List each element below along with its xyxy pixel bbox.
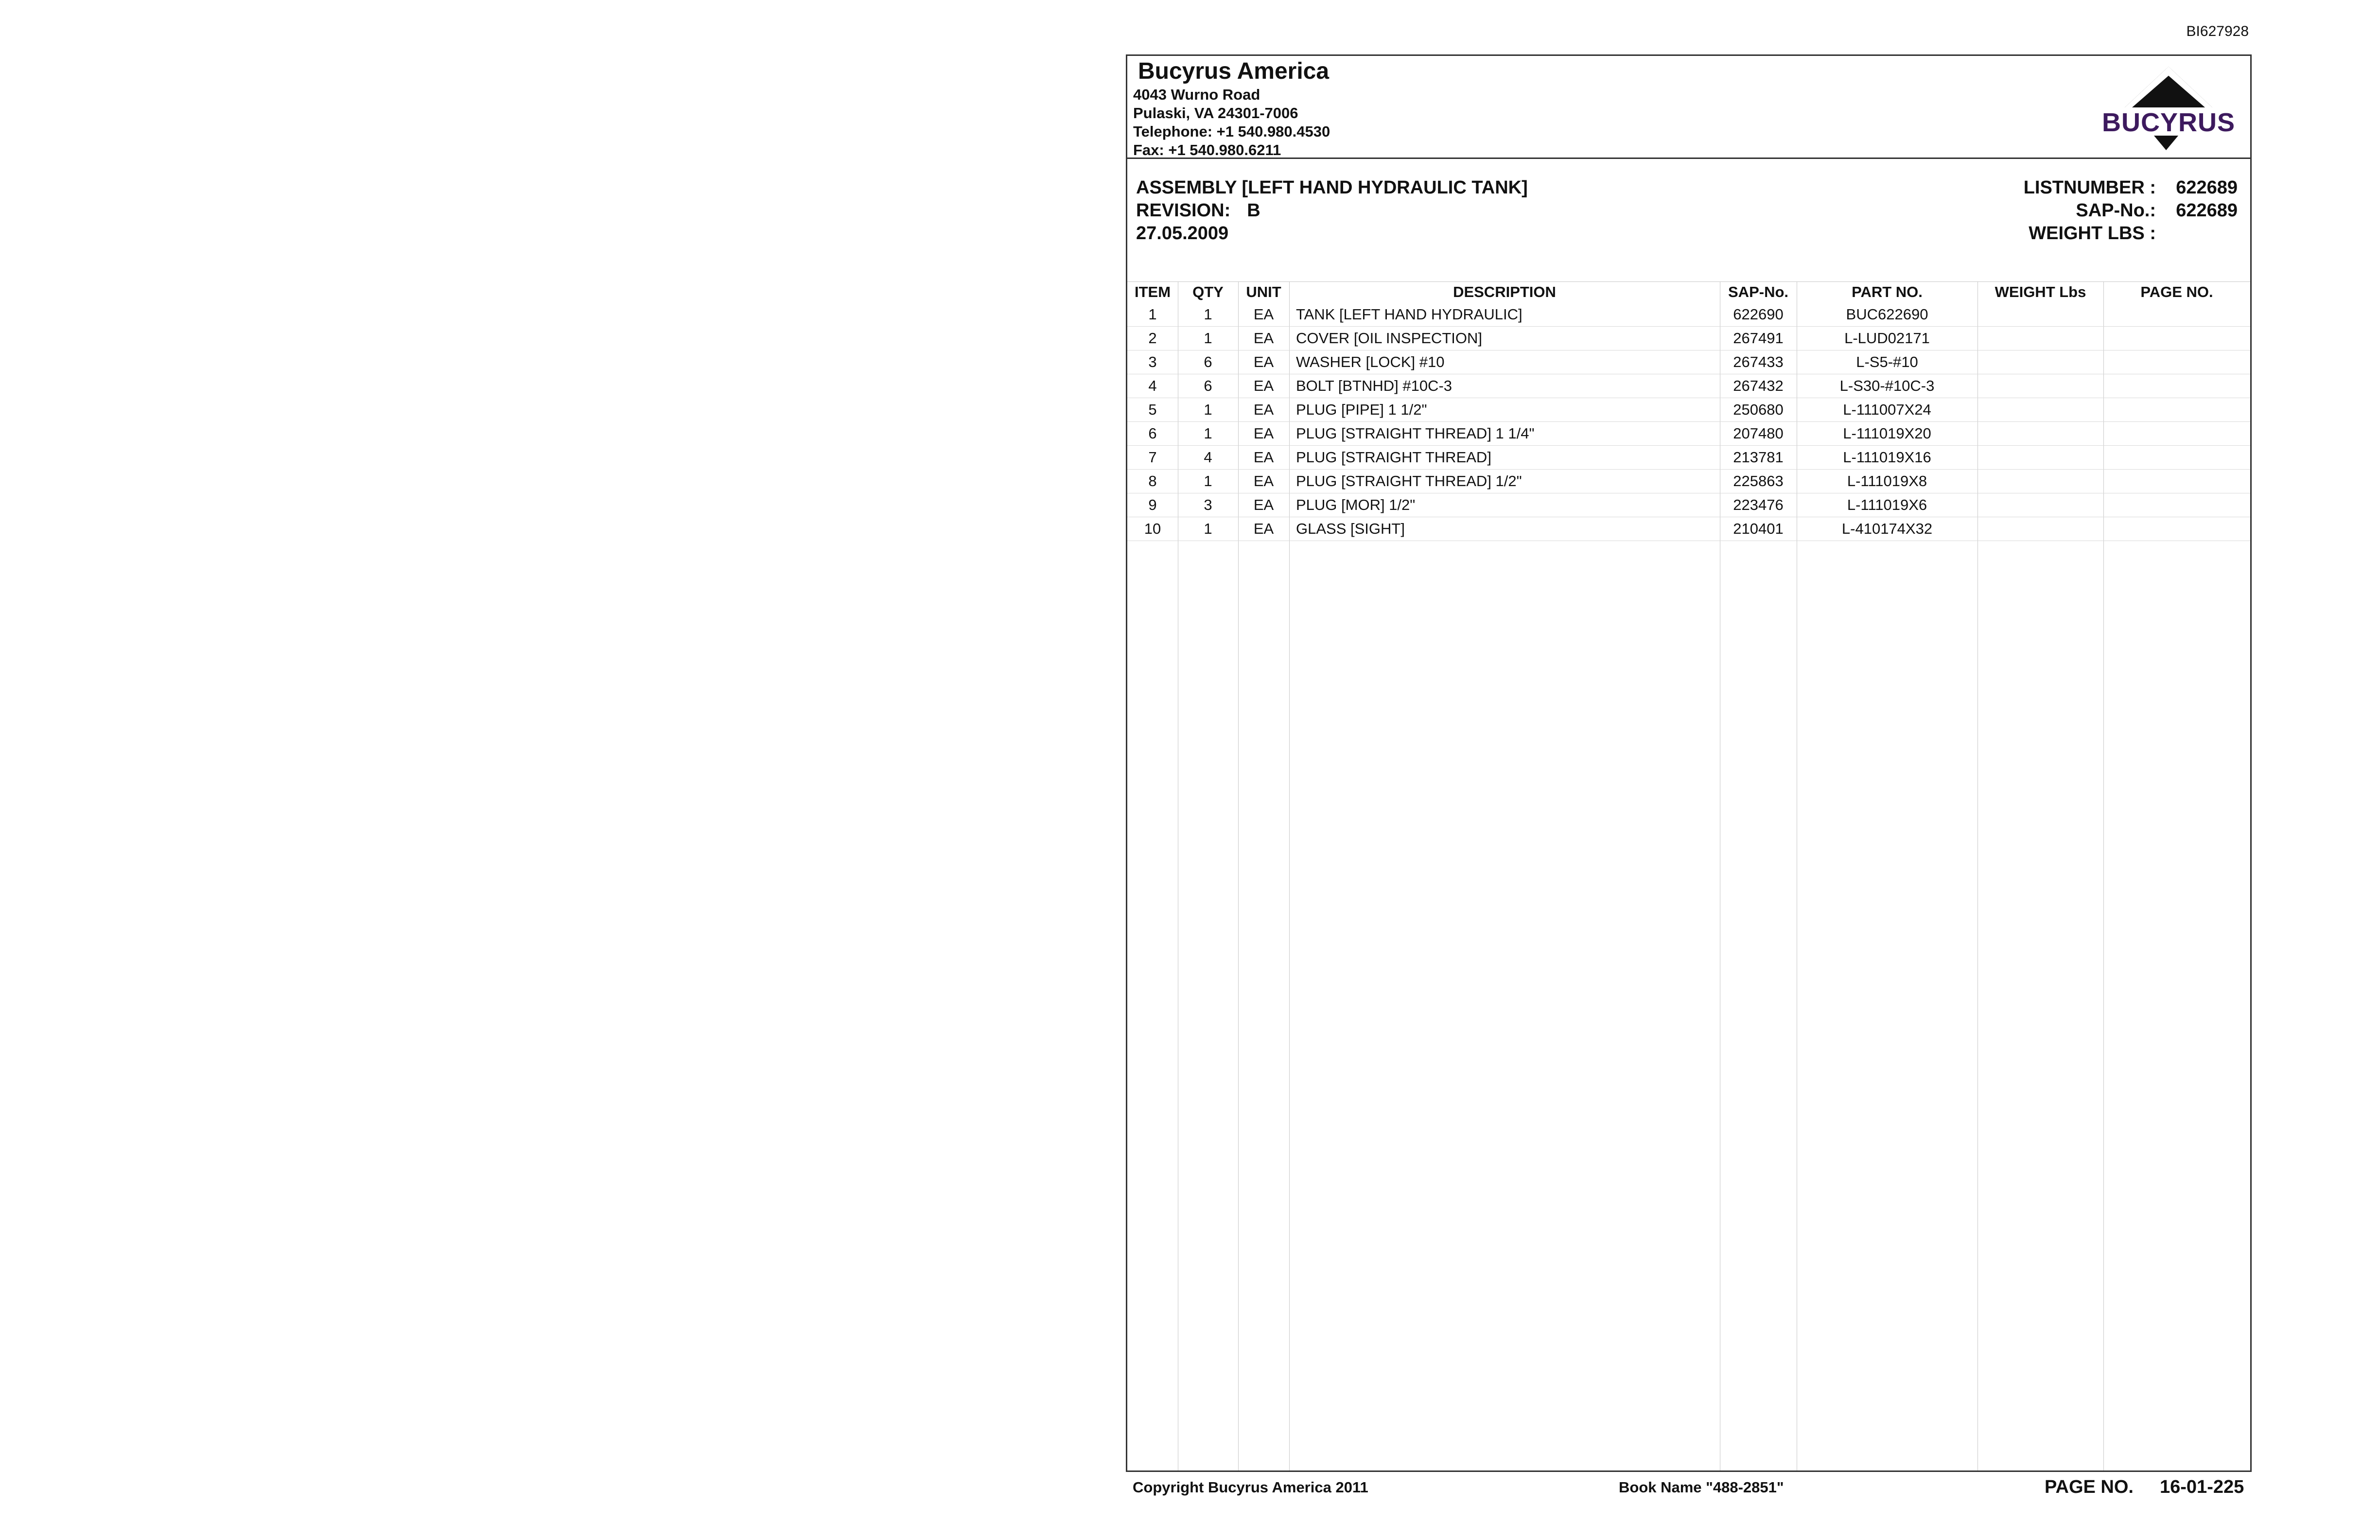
cell-item: 9 [1148,496,1157,513]
header-qty: QTY [1192,283,1224,300]
cell-page-number [2103,470,2250,493]
header-description: DESCRIPTION [1453,283,1556,300]
cell-qty: 3 [1204,496,1212,513]
cell-description: PLUG [MOR] 1/2" [1296,496,1416,513]
cell-page-number [2103,374,2250,398]
listnumber-value: 622689 [2176,177,2238,198]
cell-weight [1978,422,2103,445]
revision [1136,200,1260,221]
parts-list-sheet [1126,54,2252,1472]
cell-item: 3 [1148,353,1157,370]
cell-sap-number: 267491 [1733,330,1784,347]
listnumber-label: LISTNUMBER : [2023,177,2156,198]
table-row [1127,493,2250,517]
cell-sap-number: 267433 [1733,353,1784,370]
copyright-notice: Copyright Bucyrus America 2011 [1133,1479,1368,1496]
cell-item: 6 [1148,425,1157,442]
page-number-label: PAGE NO. [2045,1477,2134,1497]
page-footer [0,1472,2380,1501]
cell-page-number [2103,327,2250,350]
cell-description: TANK [LEFT HAND HYDRAULIC] [1296,306,1522,323]
page-number-value: 16-01-225 [2160,1477,2244,1497]
revision-value: B [1247,200,1260,221]
cell-item: 10 [1144,520,1161,537]
header-part-number: PART NO. [1852,283,1923,300]
header-page-number: PAGE NO. [2140,283,2213,300]
cell-item: 4 [1148,377,1157,394]
table-row [1127,374,2250,398]
cell-sap-number: 213781 [1733,449,1784,466]
revision-label: REVISION: [1136,200,1231,221]
cell-sap-number: 267432 [1733,377,1784,394]
assembly-date: 27.05.2009 [1136,223,1229,244]
cell-sap-number: 622690 [1733,306,1784,323]
cell-qty: 1 [1204,425,1212,442]
cell-page-number [2103,350,2250,374]
cell-item: 1 [1148,306,1157,323]
table-row [1127,350,2250,374]
header-weight: WEIGHT Lbs [1995,283,2086,300]
cell-weight [1978,374,2103,398]
cell-unit: EA [1253,425,1274,442]
cell-page-number [2103,446,2250,469]
cell-description: PLUG [PIPE] 1 1/2" [1296,401,1427,418]
table-row [1127,446,2250,470]
cell-part-number: L-S30-#10C-3 [1839,377,1935,394]
cell-weight [1978,493,2103,517]
cell-weight [1978,303,2103,326]
cell-part-number: L-LUD02171 [1844,330,1930,347]
company-name: Bucyrus America [1138,58,1330,84]
cell-weight [1978,470,2103,493]
cell-page-number [2103,422,2250,445]
cell-weight [1978,446,2103,469]
cell-description: WASHER [LOCK] #10 [1296,353,1445,370]
cell-description: PLUG [STRAIGHT THREAD] 1/2" [1296,472,1522,490]
cell-description: COVER [OIL INSPECTION] [1296,330,1482,347]
bucyrus-logo [2096,63,2241,153]
header-sap-number: SAP-No. [1728,283,1788,300]
cell-qty: 1 [1204,306,1212,323]
cell-description: BOLT [BTNHD] #10C-3 [1296,377,1452,394]
cell-part-number: L-111007X24 [1843,401,1931,418]
cell-sap-number: 210401 [1733,520,1784,537]
cell-unit: EA [1253,377,1274,394]
cell-item: 2 [1148,330,1157,347]
cell-sap-number: 223476 [1733,496,1784,513]
cell-part-number: L-111019X20 [1843,425,1931,442]
cell-description: PLUG [STRAIGHT THREAD] [1296,449,1491,466]
cell-qty: 1 [1204,330,1212,347]
cell-page-number [2103,517,2250,541]
cell-unit: EA [1253,330,1274,347]
sap-number-label: SAP-No.: [2076,200,2156,221]
cell-part-number: BUC622690 [1846,306,1928,323]
cell-qty: 1 [1204,472,1212,490]
cell-unit: EA [1253,449,1274,466]
cell-description: PLUG [STRAIGHT THREAD] 1 1/4" [1296,425,1535,442]
assembly-title: ASSEMBLY [LEFT HAND HYDRAULIC TANK] [1136,177,1528,198]
cell-weight [1978,327,2103,350]
cell-item: 7 [1148,449,1157,466]
company-header [1127,56,2250,159]
cell-part-number: L-111019X6 [1847,496,1927,513]
cell-weight [1978,398,2103,421]
cell-part-number: L-S5-#10 [1856,353,1918,370]
header-item: ITEM [1134,283,1171,300]
cell-qty: 4 [1204,449,1212,466]
cell-unit: EA [1253,472,1274,490]
cell-sap-number: 207480 [1733,425,1784,442]
cell-qty: 6 [1204,353,1212,370]
company-address-city: Pulaski, VA 24301-7006 [1133,105,1298,122]
cell-item: 8 [1148,472,1157,490]
table-row [1127,470,2250,493]
cell-page-number [2103,303,2250,326]
parts-table-body [1127,303,2250,541]
cell-unit: EA [1253,520,1274,537]
cell-unit: EA [1253,353,1274,370]
cell-item: 5 [1148,401,1157,418]
company-address-street: 4043 Wurno Road [1133,86,1260,103]
cell-unit: EA [1253,306,1274,323]
table-row [1127,398,2250,422]
weight-lbs-label: WEIGHT LBS : [2029,223,2156,244]
sap-number-value: 622689 [2176,200,2238,221]
logo-wordmark: BUCYRUS [2101,108,2236,137]
cell-qty: 6 [1204,377,1212,394]
cell-weight [1978,350,2103,374]
company-fax: Fax: +1 540.980.6211 [1133,141,1281,158]
cell-qty: 1 [1204,401,1212,418]
cell-part-number: L-111019X16 [1843,449,1931,466]
cell-page-number [2103,398,2250,421]
cell-page-number [2103,493,2250,517]
document-id: BI627928 [2186,23,2249,39]
cell-sap-number: 250680 [1733,401,1784,418]
header-unit: UNIT [1246,283,1281,300]
cell-unit: EA [1253,401,1274,418]
cell-qty: 1 [1204,520,1212,537]
cell-sap-number: 225863 [1733,472,1784,490]
cell-weight [1978,517,2103,541]
cell-unit: EA [1253,496,1274,513]
table-row [1127,303,2250,327]
assembly-title-block [1127,173,2250,244]
cell-part-number: L-410174X32 [1841,520,1933,537]
table-row [1127,422,2250,446]
cell-part-number: L-111019X8 [1847,472,1927,490]
table-header [1127,281,2250,303]
book-name: Book Name "488-2851" [1619,1479,1784,1496]
cell-description: GLASS [SIGHT] [1296,520,1405,537]
table-row [1127,517,2250,541]
table-row [1127,327,2250,350]
company-telephone: Telephone: +1 540.980.4530 [1133,123,1330,140]
